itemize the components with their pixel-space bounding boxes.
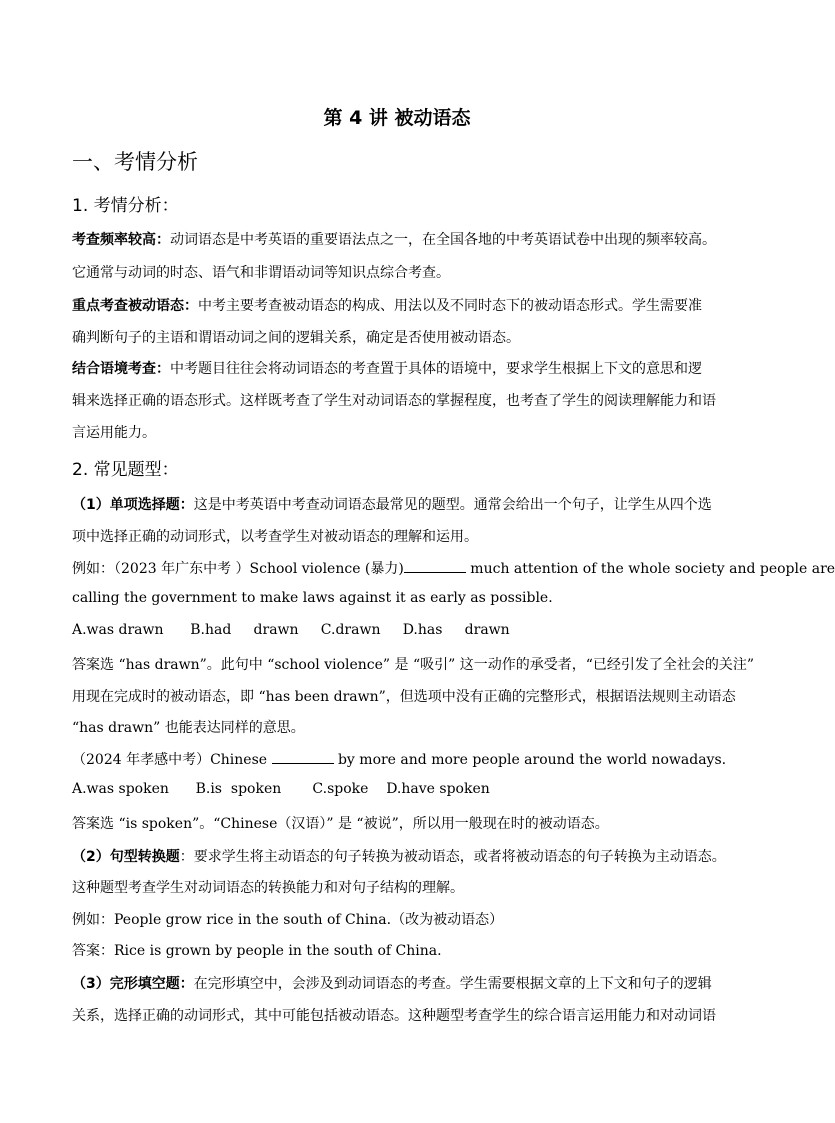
- answer-line: 答案选 “is spoken”。“Chinese（汉语）” 是 “被说”，所以用一般现在时的被动语态。: [72, 816, 609, 832]
- paragraph-line: （2）句型转换题：要求学生将主动语态的句子转换为被动语态，或者将被动语态的句子转换为主动语态。: [72, 849, 726, 865]
- answer-line: 答案：Rice is grown by people in the south of China.: [72, 943, 442, 959]
- paragraph-line: 言运用能力。: [72, 425, 156, 441]
- paragraph-line: 这种题型考查学生对动词语态的转换能力和对句子结构的理解。: [72, 880, 464, 896]
- example-line: 例如：（2023 年广东中考 ）School violence (暴力) much attention of the whole society and people are: [72, 561, 835, 577]
- paragraph-line: （1）单项选择题：这是中考英语中考查动词语态最常见的题型。通常会给出一个句子，让学生从四个选: [72, 497, 712, 513]
- answer-blank: [272, 751, 334, 764]
- paragraph-line: 关系，选择正确的动词形式，其中可能包括被动语态。这种题型考查学生的综合语言运用能力和对动词语: [72, 1008, 716, 1024]
- paragraph-line: 结合语境考查：中考题目往往会将动词语态的考查置于具体的语境中，要求学生根据上下文的意思和逻: [72, 361, 702, 377]
- section-heading: 一、考情分析: [72, 150, 198, 174]
- options-line: A.was spoken B.is spoken C.spoke D.have spoken: [72, 781, 490, 797]
- answer-blank: [404, 560, 466, 573]
- paragraph-line: 考查频率较高：动词语态是中考英语的重要语法点之一，在全国各地的中考英语试卷中出现的频率较高。: [72, 232, 716, 248]
- paragraph-line: （3）完形填空题：在完形填空中，会涉及到动词语态的考查。学生需要根据文章的上下文和句子的逻辑: [72, 976, 712, 992]
- answer-line: 用现在完成时的被动语态，即 “has been drawn”，但选项中没有正确的完整形式，根据语法规则主动语态: [72, 689, 736, 705]
- subsection-heading: 2. 常见题型：: [72, 460, 179, 480]
- example-line: calling the government to make laws against it as early as possible.: [72, 590, 553, 606]
- paragraph-line: 确判断句子的主语和谓语动词之间的逻辑关系，确定是否使用被动语态。: [72, 330, 520, 346]
- paragraph-line: 项中选择正确的动词形式，以考查学生对被动语态的理解和运用。: [72, 529, 478, 545]
- lecture-title: 第 4 讲 被动语态: [323, 107, 471, 129]
- options-line: A.was drawn B.had drawn C.drawn D.has drawn: [72, 622, 510, 638]
- example-line: （2024 年孝感中考）Chinese by more and more people around the world nowadays.: [72, 752, 727, 768]
- paragraph-line: 重点考查被动语态：中考主要考查被动语态的构成、用法以及不同时态下的被动语态形式。学生需要准: [72, 298, 702, 314]
- paragraph-line: 辑来选择正确的语态形式。这样既考查了学生对动词语态的掌握程度，也考查了学生的阅读理解能力和语: [72, 393, 716, 409]
- answer-line: 答案选 “has drawn”。此句中 “school violence” 是 “吸引” 这一动作的承受者，“已经引发了全社会的关注”: [72, 657, 755, 673]
- example-line: 例如：People grow rice in the south of China.（改为被动语态）: [72, 912, 504, 928]
- subsection-heading: 1. 考情分析：: [72, 196, 179, 216]
- answer-line: “has drawn” 也能表达同样的意思。: [72, 720, 305, 736]
- paragraph-line: 它通常与动词的时态、语气和非谓语动词等知识点综合考查。: [72, 265, 450, 281]
